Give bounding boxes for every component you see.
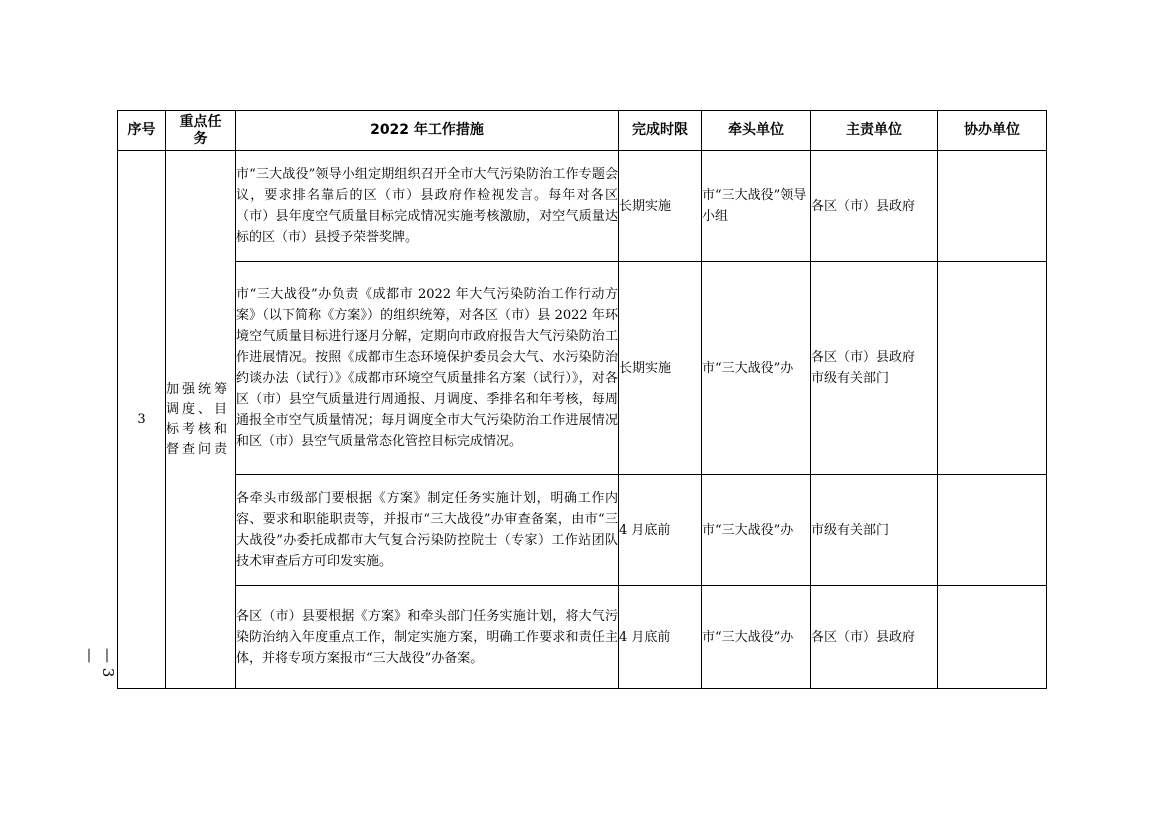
lead-unit: 市“三大战役”领导小组: [702, 151, 811, 262]
seq-number: 3: [118, 151, 166, 689]
header-measures: 2022 年工作措施: [236, 111, 619, 151]
work-measures-table: [117, 110, 1047, 689]
header-seq: 序号: [118, 111, 166, 151]
deadline: 长期实施: [619, 151, 702, 262]
measure-text: 各区（市）县要根据《方案》和牵头部门任务实施计划，将大气污染防治纳入年度重点工作，制定实施方案，明确工作要求和责任主体，并将专项方案报市“三大战役”办备案。: [236, 586, 619, 689]
lead-unit: 市“三大战役”办: [702, 586, 811, 689]
header-lead-unit: 牵头单位: [702, 111, 811, 151]
table-row: [118, 262, 1047, 475]
header-assist-unit: 协办单位: [938, 111, 1047, 151]
assist-unit: [938, 151, 1047, 262]
main-unit: 各区（市）县政府: [811, 586, 938, 689]
page-number: — 3 —: [81, 648, 117, 678]
deadline: 长期实施: [619, 262, 702, 475]
measure-text: 市“三大战役”办负责《成都市 2022 年大气污染防治工作行动方案》（以下简称《方案》）的组织统筹，对各区（市）县 2022 年环境空气质量目标进行逐月分解，定期向市政府报告大气污染防治工作进展情况。按照《成都市生态环境保护委员会大气、水污染防治约谈办法（试行）》《成都市环境空气质量排名方案（试行）》，对各区（市）县空气质量进行周通报、月调度、季排名和年考核，每周通报全市空气质量情况；每月调度全市大气污染防治工作进展情况和区（市）县空气质量常态化管控目标完成情况。: [236, 262, 619, 475]
table-row: [118, 586, 1047, 689]
main-unit: 各区（市）县政府 市级有关部门: [811, 262, 938, 475]
measure-text: 各牵头市级部门要根据《方案》制定任务实施计划，明确工作内容、要求和职能职责等，并报市“三大战役”办审查备案，由市“三大战役”办委托成都市大气复合污染防控院士（专家）工作站团队技术审查后方可印发实施。: [236, 475, 619, 586]
main-unit: 市级有关部门: [811, 475, 938, 586]
deadline: 4 月底前: [619, 586, 702, 689]
header-row: [118, 111, 1047, 151]
assist-unit: [938, 262, 1047, 475]
lead-unit: 市“三大战役”办: [702, 262, 811, 475]
header-main-unit: 主责单位: [811, 111, 938, 151]
main-unit: 各区（市）县政府: [811, 151, 938, 262]
header-deadline: 完成时限: [619, 111, 702, 151]
header-key-task: 重点任务: [166, 111, 236, 151]
lead-unit: 市“三大战役”办: [702, 475, 811, 586]
deadline: 4 月底前: [619, 475, 702, 586]
assist-unit: [938, 475, 1047, 586]
measure-text: 市“三大战役”领导小组定期组织召开全市大气污染防治工作专题会议，要求排名靠后的区（市）县政府作检视发言。每年对各区（市）县年度空气质量目标完成情况实施考核激励，对空气质量达标的区（市）县授予荣誉奖牌。: [236, 151, 619, 262]
table-row: [118, 475, 1047, 586]
table-row: [118, 151, 1047, 262]
assist-unit: [938, 586, 1047, 689]
key-task: 加强统筹调度、目标考核和督查问责: [166, 151, 236, 689]
